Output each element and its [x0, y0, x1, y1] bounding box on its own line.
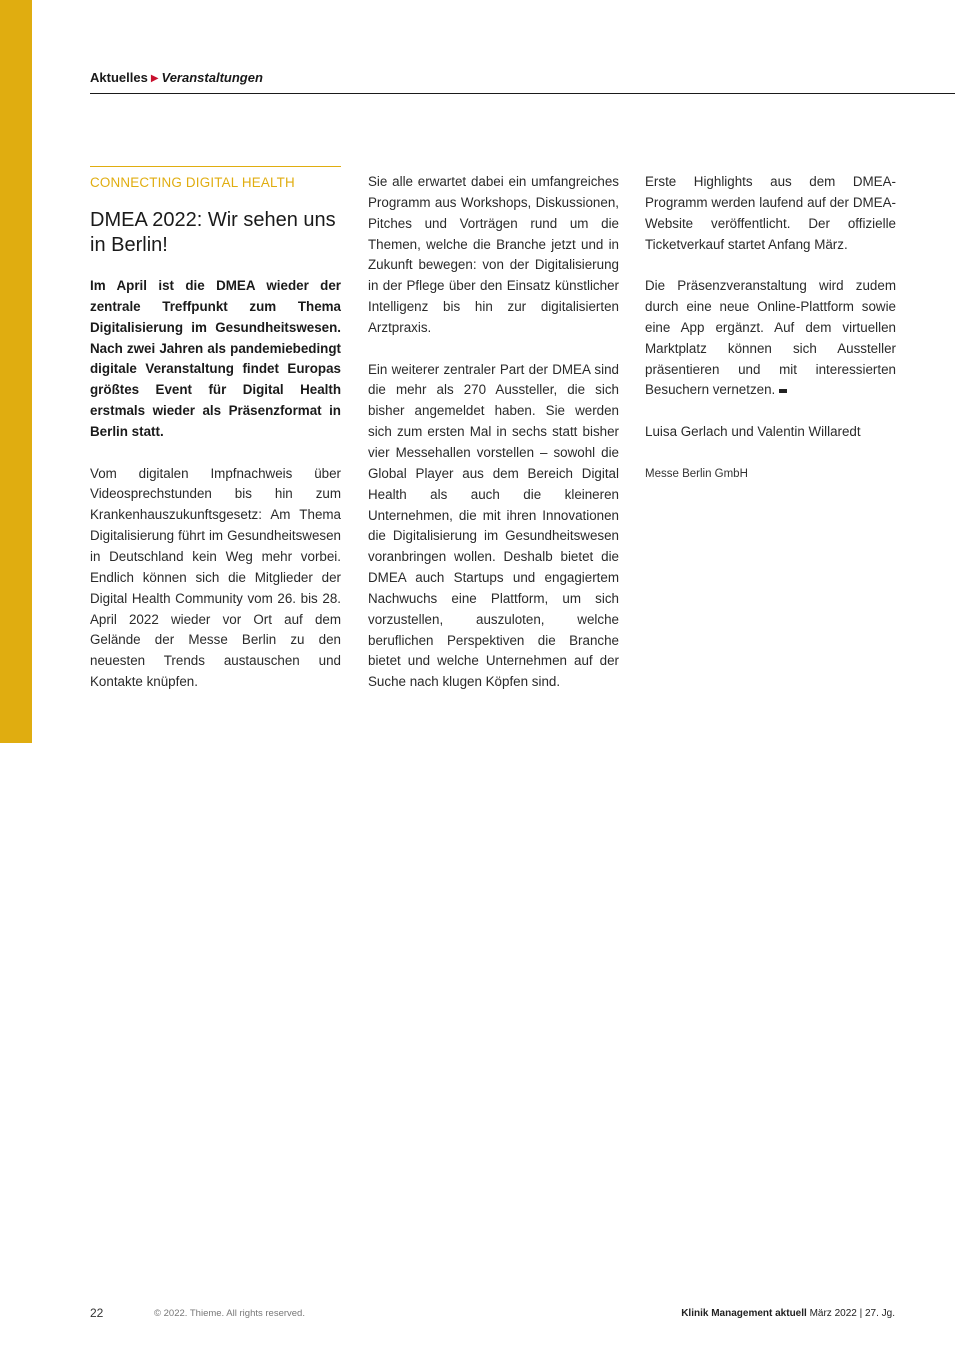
article-paragraph: Sie alle erwartet dabei ein umfangreiches Programm aus Workshops, Diskussionen, Pitches und Vorträgen rund um die Themen, welche die Branche jetzt und in Zukunft bewegen: von der Digitalisierung in der Pflege über den Einsatz künstlicher Intelligenz bis hin zur digitalisierten Arztpraxis. — [368, 174, 619, 335]
article-paragraph-text: Die Präsenzveranstaltung wird zudem durch eine neue Online-Plattform sowie eine App ergänzt. Auf dem virtuellen Marktplatz können sich Aussteller präsentieren und mit interessierten Besuchern vernetzen. — [645, 278, 896, 398]
end-mark-icon — [779, 389, 787, 393]
breadcrumb-section: Aktuelles — [90, 70, 148, 85]
article-paragraph: Vom digitalen Impfnachweis über Videosprechstunden bis hin zum Krankenhauszukunftsgesetz: Am Thema Digitalisierung führt im Gesundheitswesen in Deutschland kein Weg mehr vorbei. Endlich können sich die Mitglieder der Digital Health Community vom 26. bis 28. April 2022 wieder vor Ort auf dem Gelände der Messe Berlin zu den neuesten Trends austauschen und Kontakte knüpfen. — [90, 465, 341, 690]
article-paragraph-last — [645, 276, 896, 401]
article-column-1 — [90, 166, 341, 714]
kicker-divider — [90, 166, 341, 167]
triangle-right-icon: ▶ — [150, 73, 159, 84]
header-divider — [90, 93, 955, 94]
journal-info — [681, 1308, 895, 1319]
article-title: DMEA 2022: Wir sehen uns in Berlin! — [90, 209, 336, 256]
article-paragraph: Ein weiterer zentraler Part der DMEA sind die mehr als 270 Aussteller, die sich bisher angemeldet haben. Sie werden sich zum ersten Mal in sechs statt bisher vier Messehallen vorstellen – sowohl die Global Player aus dem Bereich Digital Health als auch die kleineren Unternehmen, die mit ihren Innovationen die Digitalisierung im Gesundheitswesen voranbringen wollen. Deshalb bietet die DMEA auch Startups und engagiertem Nachwuchs eine Plattform, um sich vorzustellen, auszuloten, welche beruflichen Perspektiven die Branche bietet und welche Unternehmen auf der Suche nach klugen Köpfen sind. — [368, 361, 619, 690]
article-column-3 — [645, 172, 896, 506]
article-kicker: CONNECTING DIGITAL HEALTH — [90, 175, 295, 190]
article-paragraph: Erste Highlights aus dem DMEA-Programm werden laufend auf der DMEA-Website veröffentlicht. Der offizielle Ticketverkauf startet Anfang März. — [645, 174, 896, 252]
article-lead: Im April ist die DMEA wieder der zentrale Treffpunkt zum Thema Digitalisierung im Gesundheitswesen. Nach zwei Jahren als pandemiebedingt digitale Veranstaltung findet Europas größtes Event für Digital Health erstmals wieder als Präsenzformat in Berlin statt. — [90, 278, 341, 439]
author-organization: Messe Berlin GmbH — [645, 467, 748, 480]
article-column-2 — [368, 172, 619, 714]
breadcrumb-subsection: Veranstaltungen — [161, 70, 263, 85]
breadcrumb — [90, 70, 263, 85]
copyright-notice: © 2022. Thieme. All rights reserved. — [154, 1308, 305, 1319]
article-authors: Luisa Gerlach und Valentin Willaredt — [645, 424, 861, 440]
journal-name: Klinik Management aktuell — [681, 1308, 807, 1319]
journal-issue: März 2022 | 27. Jg. — [809, 1308, 895, 1319]
page-number: 22 — [90, 1306, 104, 1320]
accent-side-bar — [0, 0, 32, 743]
